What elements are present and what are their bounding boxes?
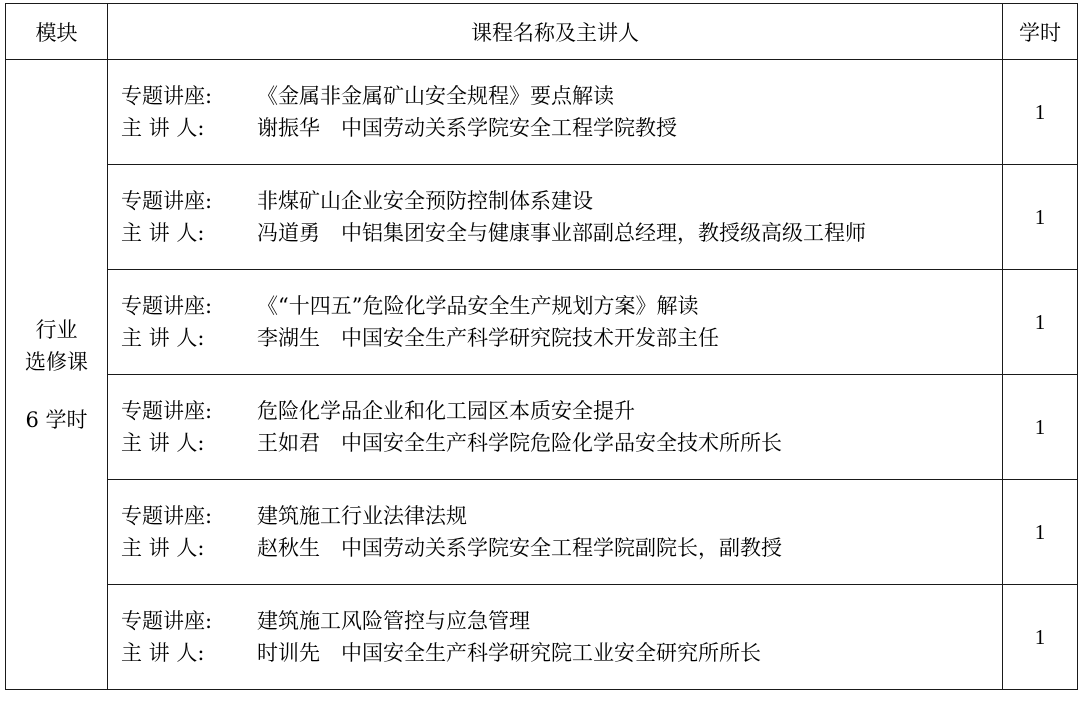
- speaker-info: 时训先 中国安全生产科学研究院工业安全研究所所长: [257, 641, 761, 665]
- module-hours: 6 学时: [25, 407, 88, 432]
- speaker-info: 冯道勇 中铝集团安全与健康事业部副总经理，教授级高级工程师: [257, 221, 866, 245]
- module-cell: [6, 60, 108, 690]
- topic-label: 专题讲座:: [121, 399, 213, 423]
- course-cell: [108, 270, 1003, 375]
- table-row: [6, 585, 1078, 690]
- table-row: [6, 480, 1078, 585]
- topic-label: 专题讲座:: [121, 609, 213, 633]
- course-cell: [108, 480, 1003, 585]
- header-hours: 学时: [1003, 4, 1078, 60]
- course-table: [5, 3, 1078, 690]
- hours-cell: 1: [1003, 480, 1078, 585]
- course-cell: [108, 165, 1003, 270]
- hours-cell: 1: [1003, 60, 1078, 165]
- speaker-info: 赵秋生 中国劳动关系学院安全工程学院副院长，副教授: [257, 536, 782, 560]
- speaker-info: 王如君 中国安全生产科学院危险化学品安全技术所所长: [257, 431, 782, 455]
- hours-cell: 1: [1003, 585, 1078, 690]
- speaker-label: 主 讲 人:: [121, 536, 205, 560]
- topic-title: 非煤矿山企业安全预防控制体系建设: [257, 189, 593, 213]
- table-row: [6, 60, 1078, 165]
- topic-title: 危险化学品企业和化工园区本质安全提升: [257, 399, 635, 423]
- speaker-label: 主 讲 人:: [121, 221, 205, 245]
- topic-label: 专题讲座:: [121, 504, 213, 528]
- speaker-info: 谢振华 中国劳动关系学院安全工程学院教授: [257, 116, 677, 140]
- table-row: [6, 165, 1078, 270]
- hours-cell: 1: [1003, 165, 1078, 270]
- topic-label: 专题讲座:: [121, 294, 213, 318]
- module-name-line2: 选修课: [25, 349, 88, 374]
- topic-label: 专题讲座:: [121, 189, 213, 213]
- hours-cell: 1: [1003, 270, 1078, 375]
- header-course: 课程名称及主讲人: [108, 4, 1003, 60]
- hours-cell: 1: [1003, 375, 1078, 480]
- speaker-label: 主 讲 人:: [121, 116, 205, 140]
- table-row: [6, 270, 1078, 375]
- topic-title: 建筑施工行业法律法规: [257, 504, 467, 528]
- course-cell: [108, 375, 1003, 480]
- speaker-label: 主 讲 人:: [121, 326, 205, 350]
- topic-title: 建筑施工风险管控与应急管理: [257, 609, 530, 633]
- header-row: [6, 4, 1078, 60]
- module-name-line1: 行业: [35, 317, 78, 342]
- topic-title: 《“十四五”危险化学品安全生产规划方案》解读: [257, 294, 699, 318]
- speaker-info: 李湖生 中国安全生产科学研究院技术开发部主任: [257, 326, 719, 350]
- speaker-label: 主 讲 人:: [121, 431, 205, 455]
- topic-label: 专题讲座:: [121, 84, 213, 108]
- course-cell: [108, 60, 1003, 165]
- topic-title: 《金属非金属矿山安全规程》要点解读: [257, 84, 614, 108]
- course-cell: [108, 585, 1003, 690]
- table-row: [6, 375, 1078, 480]
- header-module: 模块: [6, 4, 108, 60]
- speaker-label: 主 讲 人:: [121, 641, 205, 665]
